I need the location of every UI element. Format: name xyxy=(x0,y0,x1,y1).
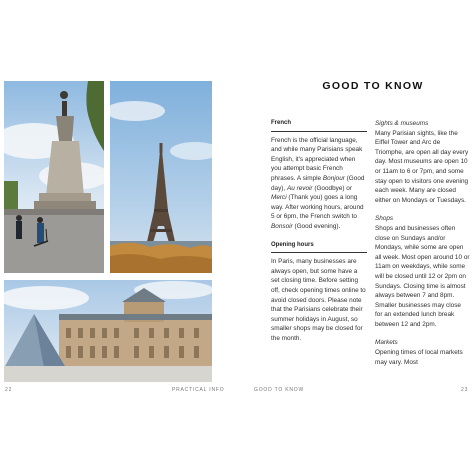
shops-title: Shops xyxy=(375,215,394,223)
markets-title: Markets xyxy=(375,339,398,347)
page-number-right: 23 xyxy=(461,387,469,393)
markets-paragraph: Opening times of local markets may vary. Most xyxy=(375,349,463,366)
page-heading: GOOD TO KNOW xyxy=(322,80,424,92)
sights-museums-paragraph: Many Parisian sights, like the Eiffel Tower and Arc de Triomphe, are open all day every day. Most museums are open 10 or 11am to 6 or 7pm, and some stay open to visitors one evening each week. Many are closed either on Mondays or Tuesdays. xyxy=(375,129,469,204)
photo-statue-square xyxy=(4,81,104,273)
running-head-left: PRACTICAL INFO xyxy=(172,387,225,393)
section-rule xyxy=(271,131,367,132)
shops-paragraph: Shops and businesses often close on Sundays and/or Mondays, while some are open all week. Most open around 10 or 11am on weekdays, while some will be closed until 12 or 2pm on Sundays. Closing time is almost always between 7 and 8pm. Smaller businesses may close for an extended lunch break between 12 and 2pm. xyxy=(375,224,470,328)
section-rule xyxy=(271,252,367,253)
french-section-title: French xyxy=(271,120,292,126)
french-paragraph: French is the official language, and while many Parisians speak English, it's appreciated when you attempt basic French phrases. A simple Bonjour (Good day), Au revoir (Goodbye) or Merci (Thank you) goes a long way. After working hours, around 5 or 6pm, the French switch to Bonsoir (Good evening). xyxy=(271,136,365,230)
opening-hours-paragraph: In Paris, many businesses are always open, but some have a set closing time. Before setting off, check opening times online to avoid closed doors. Please note that the Parisians celebrate their summer holidays in August, so smaller shops may be closed for the month. xyxy=(271,258,366,342)
left-column xyxy=(271,119,367,343)
right-column xyxy=(375,119,470,367)
sights-museums-title: Sights & museums xyxy=(375,120,429,127)
photo-louvre-pyramid xyxy=(4,280,212,382)
running-head-right: GOOD TO KNOW xyxy=(254,387,304,393)
photo-eiffel-tower xyxy=(110,81,212,273)
page-number-left: 22 xyxy=(5,387,13,393)
opening-hours-title: Opening hours xyxy=(271,241,314,248)
